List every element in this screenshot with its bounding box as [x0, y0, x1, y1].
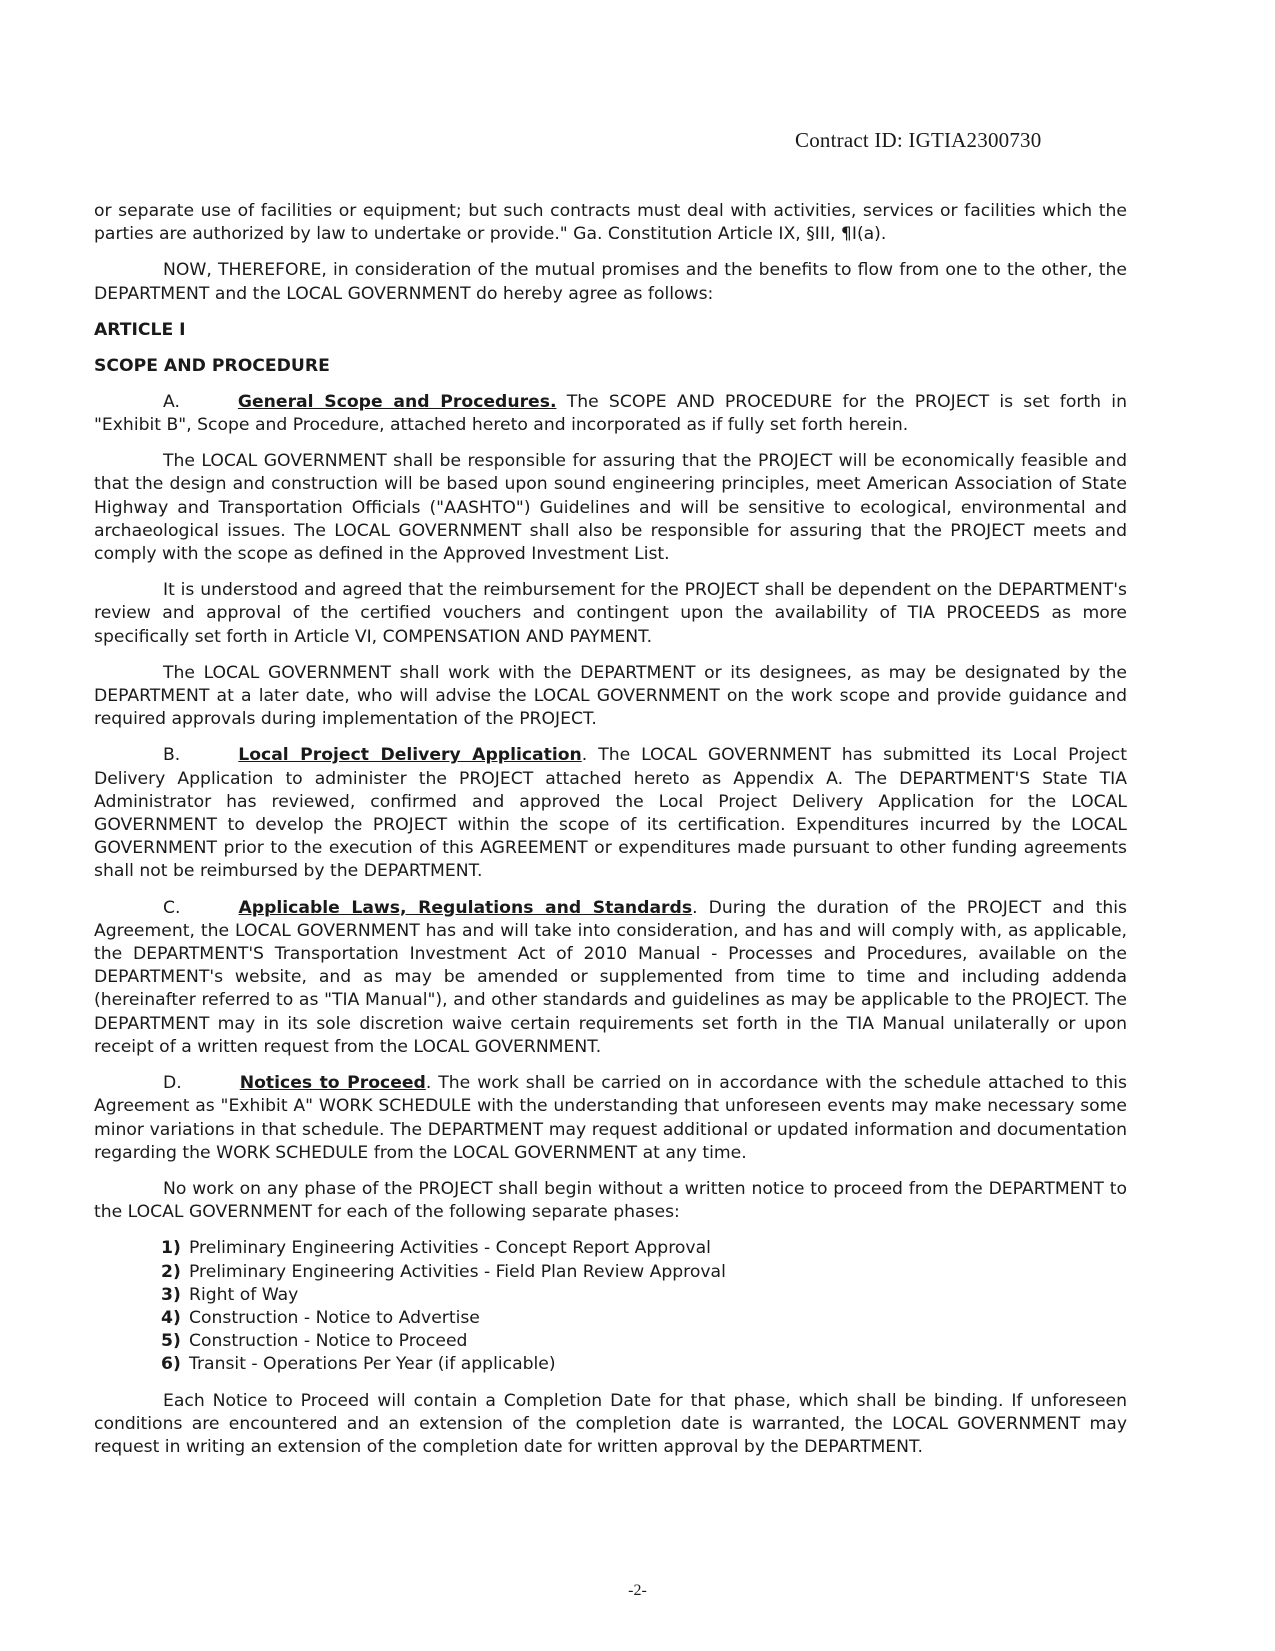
- phase-label: Right of Way: [189, 1284, 299, 1305]
- section-d-letter: D.: [163, 1073, 182, 1094]
- phase-label: Preliminary Engineering Activities - Field Plan Review Approval: [189, 1261, 726, 1282]
- intro-paragraph-2: NOW, THEREFORE, in consideration of the mutual promises and the benefits to flow from one to the other, the DEPARTMENT and the LOCAL GOVERNMENT do hereby agree as follows:: [94, 260, 1127, 304]
- article-heading: [94, 319, 1127, 378]
- section-c-title: Applicable Laws, Regulations and Standards: [238, 897, 693, 918]
- phase-list: [94, 1237, 1127, 1376]
- phase-number: 1): [161, 1238, 181, 1259]
- phase-label: Construction - Notice to Advertise: [189, 1307, 480, 1328]
- phase-number: 6): [161, 1354, 181, 1375]
- section-a-paragraph-2: The LOCAL GOVERNMENT shall be responsible for assuring that the PROJECT will be economically feasible and that the design and construction will be based upon sound engineering principles, meet American Association of State Highway and Transportation Officials ("AASHTO") Guidelines and will be sensitive to ecological, environmental and archaeological issues. The LOCAL GOVERNMENT shall also be responsible for assuring that the PROJECT meets and comply with the scope as defined in the Approved Investment List.: [94, 451, 1127, 565]
- section-b-paragraph: [94, 744, 1127, 883]
- list-item: [161, 1237, 1127, 1260]
- contract-id: Contract ID: IGTIA2300730: [795, 128, 1042, 152]
- page-number: -2-: [628, 1582, 647, 1599]
- phase-number: 5): [161, 1331, 181, 1352]
- document-body: [94, 200, 1127, 1472]
- list-item: [161, 1330, 1127, 1353]
- phase-label: Transit - Operations Per Year (if applicable): [189, 1354, 556, 1375]
- section-c-letter: C.: [163, 897, 181, 918]
- section-b-title: Local Project Delivery Application: [238, 745, 582, 766]
- article-title: SCOPE AND PROCEDURE: [94, 355, 330, 376]
- section-a-paragraph-3: It is understood and agreed that the reimbursement for the PROJECT shall be dependent on the DEPARTMENT's review and approval of the certified vouchers and contingent upon the availability of TIA PROCEEDS as more specifically set forth in Article VI, COMPENSATION AND PAYMENT.: [94, 580, 1127, 647]
- list-item: [161, 1284, 1127, 1307]
- section-c-paragraph: [94, 897, 1127, 1059]
- section-b-letter: B.: [163, 745, 181, 766]
- phase-number: 2): [161, 1261, 181, 1282]
- section-d-text: . The work shall be carried on in accordance with the schedule attached to this Agreement as "Exhibit A" WORK SCHEDULE with the understanding that unforeseen events may make necessary some minor variations in that schedule. The DEPARTMENT may request additional or updated information and documentation regarding the WORK SCHEDULE from the LOCAL GOVERNMENT at any time.: [94, 1073, 1127, 1163]
- phase-number: 3): [161, 1284, 181, 1305]
- section-d-title: Notices to Proceed: [239, 1073, 426, 1094]
- list-item: [161, 1353, 1127, 1376]
- phase-label: Preliminary Engineering Activities - Concept Report Approval: [189, 1238, 711, 1259]
- intro-paragraph-1: or separate use of facilities or equipment; but such contracts must deal with activities, services or facilities which the parties are authorized by law to undertake or provide." Ga. Constitution Article IX, §III, ¶I(a).: [94, 201, 1127, 245]
- list-item: [161, 1261, 1127, 1284]
- phase-label: Construction - Notice to Proceed: [189, 1331, 468, 1352]
- section-a-title: General Scope and Procedures.: [237, 391, 557, 412]
- section-a-letter: A.: [163, 391, 180, 412]
- list-item: [161, 1307, 1127, 1330]
- article-number: ARTICLE I: [94, 319, 186, 340]
- section-d-paragraph-2: No work on any phase of the PROJECT shall begin without a written notice to proceed from the DEPARTMENT to the LOCAL GOVERNMENT for each of the following separate phases:: [94, 1178, 1127, 1223]
- section-d-paragraph: [94, 1072, 1127, 1165]
- section-a-paragraph-4: The LOCAL GOVERNMENT shall work with the DEPARTMENT or its designees, as may be designated by the DEPARTMENT at a later date, who will advise the LOCAL GOVERNMENT on the work scope and provide guidance and required approvals during implementation of the PROJECT.: [94, 662, 1127, 730]
- phase-number: 4): [161, 1307, 181, 1328]
- section-c-text: . During the duration of the PROJECT and this Agreement, the LOCAL GOVERNMENT has and will take into consideration, and has and will comply with, as applicable, the DEPARTMENT'S Transportation Investment Act of 2010 Manual - Processes and Procedures, available on the DEPARTMENT's website, and as may be amended or supplemented from time to time and including addenda (hereinafter referred to as "TIA Manual"), and other standards and guidelines as may be applicable to the PROJECT. The DEPARTMENT may in its sole discretion waive certain requirements set forth in the TIA Manual unilaterally or upon receipt of a written request from the LOCAL GOVERNMENT.: [94, 897, 1127, 1057]
- section-a-text: The SCOPE AND PROCEDURE for the PROJECT is set forth in "Exhibit B", Scope and Procedure, attached hereto and incorporated as if fully set forth herein.: [94, 391, 1127, 436]
- section-d-paragraph-3: Each Notice to Proceed will contain a Completion Date for that phase, which shall be binding. If unforeseen conditions are encountered and an extension of the completion date is warranted, the LOCAL GOVERNMENT may request in writing an extension of the completion date for written approval by the DEPARTMENT.: [94, 1390, 1127, 1457]
- section-a-paragraph: [94, 391, 1127, 437]
- section-b-text: . The LOCAL GOVERNMENT has submitted its Local Project Delivery Application to administer the PROJECT attached hereto as Appendix A. The DEPARTMENT'S State TIA Administrator has reviewed, confirmed and approved the Local Project Delivery Application for the LOCAL GOVERNMENT to develop the PROJECT within the scope of its certification. Expenditures incurred by the LOCAL GOVERNMENT prior to the execution of this AGREEMENT or expenditures made pursuant to other funding agreements shall not be reimbursed by the DEPARTMENT.: [94, 745, 1127, 882]
